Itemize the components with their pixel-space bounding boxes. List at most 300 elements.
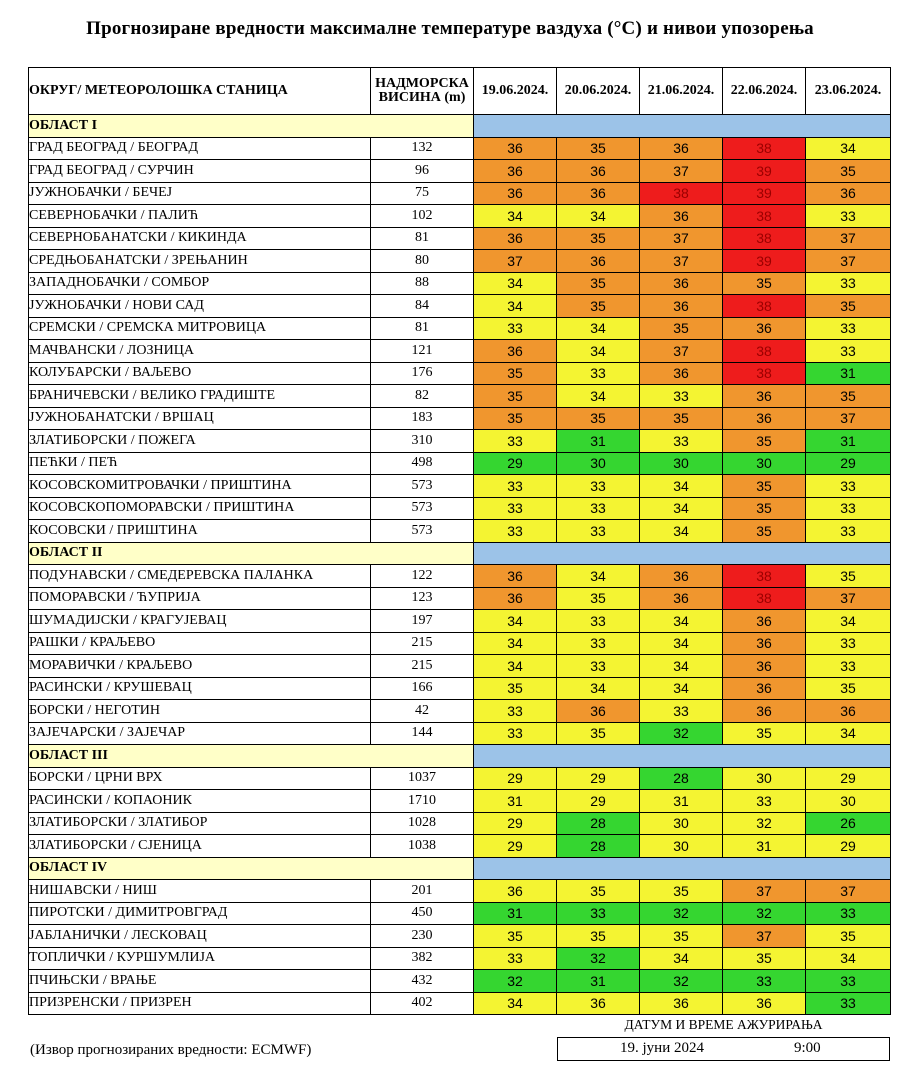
station-altitude: 183	[371, 407, 474, 430]
region-row	[29, 542, 891, 565]
temperature-cell: 35	[640, 925, 723, 948]
region-band	[474, 542, 891, 565]
station-column-header: ОКРУГ/ МЕТЕОРОЛОШКА СТАНИЦА	[29, 68, 371, 115]
temperature-cell: 34	[474, 205, 557, 228]
temperature-cell: 36	[474, 182, 557, 205]
date-column-header: 21.06.2024.	[640, 68, 723, 115]
temperature-cell: 37	[640, 227, 723, 250]
table-row	[29, 947, 891, 970]
station-altitude: 80	[371, 250, 474, 273]
temperature-cell: 36	[723, 632, 806, 655]
temperature-cell: 34	[474, 655, 557, 678]
table-row	[29, 295, 891, 318]
table-row	[29, 565, 891, 588]
temperature-cell: 36	[723, 992, 806, 1015]
temperature-cell: 34	[557, 317, 640, 340]
temperature-cell: 35	[474, 362, 557, 385]
temperature-cell: 29	[557, 790, 640, 813]
temperature-cell: 33	[557, 362, 640, 385]
temperature-cell: 33	[557, 475, 640, 498]
table-row	[29, 992, 891, 1015]
temperature-cell: 29	[474, 835, 557, 858]
station-name: ЗЛАТИБОРСКИ / СЈЕНИЦА	[29, 835, 371, 858]
temperature-cell: 38	[723, 227, 806, 250]
table-row	[29, 722, 891, 745]
temperature-cell: 38	[723, 137, 806, 160]
station-name: КОСОВСКОМИТРОВАЧКИ / ПРИШТИНА	[29, 475, 371, 498]
temperature-cell: 34	[640, 497, 723, 520]
temperature-cell: 36	[474, 565, 557, 588]
station-name: ПЧИЊСКИ / ВРАЊЕ	[29, 970, 371, 993]
table-row	[29, 272, 891, 295]
temperature-cell: 28	[640, 767, 723, 790]
temperature-cell: 36	[640, 205, 723, 228]
table-row	[29, 655, 891, 678]
forecast-table	[28, 67, 891, 1015]
table-row	[29, 812, 891, 835]
station-name: ТОПЛИЧКИ / КУРШУМЛИЈА	[29, 947, 371, 970]
temperature-cell: 35	[557, 407, 640, 430]
temperature-cell: 33	[557, 520, 640, 543]
temperature-cell: 29	[474, 767, 557, 790]
temperature-cell: 33	[557, 497, 640, 520]
station-altitude: 573	[371, 520, 474, 543]
station-name: ГРАД БЕОГРАД / БЕОГРАД	[29, 137, 371, 160]
table-row	[29, 137, 891, 160]
station-altitude: 498	[371, 452, 474, 475]
station-altitude: 573	[371, 497, 474, 520]
temperature-cell: 30	[557, 452, 640, 475]
table-header-row	[29, 68, 891, 115]
station-name: МАЧВАНСКИ / ЛОЗНИЦА	[29, 340, 371, 363]
temperature-cell: 33	[806, 992, 891, 1015]
temperature-cell: 34	[640, 610, 723, 633]
temperature-cell: 37	[723, 925, 806, 948]
temperature-cell: 34	[640, 655, 723, 678]
temperature-cell: 33	[806, 970, 891, 993]
temperature-cell: 35	[557, 227, 640, 250]
temperature-cell: 34	[640, 677, 723, 700]
temperature-cell: 30	[640, 452, 723, 475]
temperature-cell: 35	[806, 295, 891, 318]
table-row	[29, 835, 891, 858]
station-name: ЈУЖНОБАНАТСКИ / ВРШАЦ	[29, 407, 371, 430]
table-row	[29, 587, 891, 610]
table-row	[29, 700, 891, 723]
temperature-cell: 29	[557, 767, 640, 790]
table-row	[29, 385, 891, 408]
temperature-cell: 37	[474, 250, 557, 273]
temperature-cell: 36	[723, 317, 806, 340]
station-altitude: 96	[371, 160, 474, 183]
temperature-cell: 36	[723, 700, 806, 723]
temperature-cell: 35	[806, 565, 891, 588]
station-altitude: 215	[371, 655, 474, 678]
station-altitude: 432	[371, 970, 474, 993]
temperature-cell: 34	[640, 632, 723, 655]
temperature-cell: 35	[806, 677, 891, 700]
station-name: ПРИЗРЕНСКИ / ПРИЗРЕН	[29, 992, 371, 1015]
table-row	[29, 452, 891, 475]
temperature-cell: 33	[806, 632, 891, 655]
region-label: ОБЛАСТ II	[29, 542, 474, 565]
temperature-cell: 36	[474, 227, 557, 250]
station-name: ГРАД БЕОГРАД / СУРЧИН	[29, 160, 371, 183]
temperature-cell: 33	[640, 385, 723, 408]
table-row	[29, 475, 891, 498]
station-name: ЈУЖНОБАЧКИ / БЕЧЕЈ	[29, 182, 371, 205]
page-title: Прогнозиране вредности максималне температуре ваздуха (°C) и нивои упозорења	[86, 18, 814, 39]
temperature-cell: 34	[640, 520, 723, 543]
station-altitude: 81	[371, 227, 474, 250]
temperature-cell: 29	[474, 452, 557, 475]
station-altitude: 573	[371, 475, 474, 498]
temperature-cell: 33	[806, 317, 891, 340]
temperature-cell: 36	[557, 250, 640, 273]
temperature-cell: 35	[723, 520, 806, 543]
temperature-cell: 34	[474, 295, 557, 318]
station-name: КОЛУБАРСКИ / ВАЉЕВО	[29, 362, 371, 385]
temperature-cell: 36	[474, 880, 557, 903]
temperature-cell: 35	[723, 497, 806, 520]
table-row	[29, 790, 891, 813]
temperature-cell: 35	[557, 925, 640, 948]
station-altitude: 121	[371, 340, 474, 363]
temperature-cell: 37	[640, 160, 723, 183]
temperature-cell: 35	[806, 385, 891, 408]
temperature-cell: 32	[474, 970, 557, 993]
temperature-cell: 34	[557, 205, 640, 228]
temperature-cell: 35	[723, 272, 806, 295]
temperature-cell: 37	[806, 250, 891, 273]
temperature-cell: 31	[806, 362, 891, 385]
temperature-cell: 38	[723, 565, 806, 588]
table-row	[29, 182, 891, 205]
temperature-cell: 34	[806, 137, 891, 160]
station-altitude: 132	[371, 137, 474, 160]
temperature-cell: 37	[806, 407, 891, 430]
station-altitude: 144	[371, 722, 474, 745]
temperature-cell: 33	[723, 970, 806, 993]
temperature-cell: 32	[723, 812, 806, 835]
station-altitude: 450	[371, 902, 474, 925]
station-altitude: 75	[371, 182, 474, 205]
temperature-cell: 34	[474, 272, 557, 295]
station-name: РАСИНСКИ / КРУШЕВАЦ	[29, 677, 371, 700]
temperature-cell: 31	[640, 790, 723, 813]
temperature-cell: 35	[723, 947, 806, 970]
temperature-cell: 35	[723, 722, 806, 745]
temperature-cell: 34	[640, 475, 723, 498]
temperature-cell: 36	[723, 610, 806, 633]
temperature-cell: 36	[474, 340, 557, 363]
update-time: 9:00	[794, 1040, 821, 1056]
temperature-cell: 32	[640, 902, 723, 925]
temperature-cell: 36	[640, 992, 723, 1015]
region-label: ОБЛАСТ III	[29, 745, 474, 768]
station-name: НИШАВСКИ / НИШ	[29, 880, 371, 903]
station-altitude: 382	[371, 947, 474, 970]
temperature-cell: 36	[723, 407, 806, 430]
table-row	[29, 632, 891, 655]
temperature-cell: 32	[557, 947, 640, 970]
temperature-cell: 34	[806, 722, 891, 745]
temperature-cell: 33	[640, 430, 723, 453]
station-altitude: 310	[371, 430, 474, 453]
temperature-cell: 26	[806, 812, 891, 835]
temperature-cell: 37	[640, 250, 723, 273]
temperature-cell: 30	[640, 812, 723, 835]
table-row	[29, 250, 891, 273]
station-name: ПОМОРАВСКИ / ЋУПРИЈА	[29, 587, 371, 610]
temperature-cell: 33	[806, 497, 891, 520]
region-label: ОБЛАСТ IV	[29, 857, 474, 880]
temperature-cell: 35	[557, 137, 640, 160]
table-row	[29, 205, 891, 228]
station-name: ЗЛАТИБОРСКИ / ПОЖЕГА	[29, 430, 371, 453]
altitude-header-line1: НАДМОРСКА	[375, 76, 469, 91]
temperature-cell: 36	[640, 137, 723, 160]
table-row	[29, 970, 891, 993]
region-band	[474, 745, 891, 768]
temperature-cell: 38	[723, 295, 806, 318]
temperature-cell: 33	[557, 632, 640, 655]
temperature-cell: 35	[557, 272, 640, 295]
table-row	[29, 407, 891, 430]
station-name: ЗАЈЕЧАРСКИ / ЗАЈЕЧАР	[29, 722, 371, 745]
table-row	[29, 767, 891, 790]
table-body	[29, 115, 891, 1015]
temperature-cell: 33	[474, 475, 557, 498]
table-row	[29, 925, 891, 948]
temperature-cell: 33	[806, 272, 891, 295]
update-box	[557, 1037, 890, 1061]
temperature-cell: 28	[557, 835, 640, 858]
temperature-cell: 33	[806, 655, 891, 678]
temperature-cell: 35	[474, 925, 557, 948]
temperature-cell: 32	[640, 970, 723, 993]
temperature-cell: 34	[557, 677, 640, 700]
temperature-cell: 33	[806, 475, 891, 498]
temperature-cell: 30	[723, 452, 806, 475]
station-name: КОСОВСКИ / ПРИШТИНА	[29, 520, 371, 543]
station-name: ПОДУНАВСКИ / СМЕДЕРЕВСКА ПАЛАНКА	[29, 565, 371, 588]
temperature-cell: 30	[640, 835, 723, 858]
temperature-cell: 29	[474, 812, 557, 835]
date-column-header: 23.06.2024.	[806, 68, 891, 115]
temperature-cell: 31	[557, 970, 640, 993]
temperature-cell: 33	[557, 610, 640, 633]
temperature-cell: 36	[474, 137, 557, 160]
station-name: КОСОВСКОПОМОРАВСКИ / ПРИШТИНА	[29, 497, 371, 520]
region-band	[474, 857, 891, 880]
temperature-cell: 35	[474, 407, 557, 430]
station-name: БРАНИЧЕВСКИ / ВЕЛИКО ГРАДИШТЕ	[29, 385, 371, 408]
station-name: МОРАВИЧКИ / КРАЉЕВО	[29, 655, 371, 678]
temperature-cell: 31	[723, 835, 806, 858]
table-row	[29, 520, 891, 543]
table-row	[29, 902, 891, 925]
temperature-cell: 33	[806, 902, 891, 925]
station-altitude: 176	[371, 362, 474, 385]
temperature-cell: 29	[806, 835, 891, 858]
station-name: СРЕДЊОБАНАТСКИ / ЗРЕЊАНИН	[29, 250, 371, 273]
station-altitude: 1037	[371, 767, 474, 790]
station-name: ШУМАДИЈСКИ / КРАГУЈЕВАЦ	[29, 610, 371, 633]
station-altitude: 166	[371, 677, 474, 700]
temperature-cell: 31	[474, 790, 557, 813]
temperature-cell: 34	[557, 565, 640, 588]
temperature-cell: 35	[806, 160, 891, 183]
station-name: СЕВЕРНОБАЧКИ / ПАЛИЋ	[29, 205, 371, 228]
temperature-cell: 31	[806, 430, 891, 453]
temperature-cell: 33	[723, 790, 806, 813]
temperature-cell: 35	[640, 880, 723, 903]
temperature-cell: 36	[640, 587, 723, 610]
temperature-cell: 36	[723, 677, 806, 700]
temperature-cell: 31	[474, 902, 557, 925]
temperature-cell: 36	[806, 182, 891, 205]
region-row	[29, 857, 891, 880]
station-altitude: 215	[371, 632, 474, 655]
station-altitude: 84	[371, 295, 474, 318]
update-date: 19. јуни 2024	[620, 1040, 704, 1056]
temperature-cell: 34	[806, 947, 891, 970]
table-row	[29, 317, 891, 340]
station-name: ПИРОТСКИ / ДИМИТРОВГРАД	[29, 902, 371, 925]
station-altitude: 122	[371, 565, 474, 588]
table-row	[29, 362, 891, 385]
temperature-cell: 34	[557, 385, 640, 408]
station-altitude: 197	[371, 610, 474, 633]
temperature-cell: 37	[806, 587, 891, 610]
station-name: РАШКИ / КРАЉЕВО	[29, 632, 371, 655]
station-altitude: 201	[371, 880, 474, 903]
region-row	[29, 745, 891, 768]
temperature-cell: 35	[557, 295, 640, 318]
temperature-cell: 35	[640, 317, 723, 340]
date-column-header: 22.06.2024.	[723, 68, 806, 115]
temperature-cell: 35	[557, 722, 640, 745]
temperature-cell: 34	[806, 610, 891, 633]
station-altitude: 1028	[371, 812, 474, 835]
table-row	[29, 880, 891, 903]
temperature-cell: 34	[474, 632, 557, 655]
temperature-cell: 29	[806, 452, 891, 475]
temperature-cell: 36	[723, 385, 806, 408]
temperature-cell: 35	[557, 880, 640, 903]
table-row	[29, 430, 891, 453]
station-name: ЈУЖНОБАЧКИ / НОВИ САД	[29, 295, 371, 318]
temperature-cell: 34	[640, 947, 723, 970]
temperature-cell: 36	[806, 700, 891, 723]
temperature-cell: 33	[474, 520, 557, 543]
temperature-cell: 33	[474, 430, 557, 453]
temperature-cell: 35	[557, 587, 640, 610]
station-altitude: 88	[371, 272, 474, 295]
temperature-cell: 36	[640, 362, 723, 385]
temperature-cell: 34	[474, 992, 557, 1015]
temperature-cell: 35	[723, 430, 806, 453]
temperature-cell: 36	[557, 160, 640, 183]
temperature-cell: 36	[557, 700, 640, 723]
table-row	[29, 160, 891, 183]
temperature-cell: 35	[640, 407, 723, 430]
temperature-cell: 33	[474, 700, 557, 723]
table-row	[29, 610, 891, 633]
table-row	[29, 227, 891, 250]
station-name: СРЕМСКИ / СРЕМСКА МИТРОВИЦА	[29, 317, 371, 340]
station-altitude: 102	[371, 205, 474, 228]
temperature-cell: 30	[806, 790, 891, 813]
temperature-cell: 30	[723, 767, 806, 790]
temperature-cell: 39	[723, 250, 806, 273]
temperature-cell: 33	[806, 205, 891, 228]
temperature-cell: 28	[557, 812, 640, 835]
temperature-cell: 37	[806, 227, 891, 250]
temperature-cell: 36	[640, 565, 723, 588]
station-name: СЕВЕРНОБАНАТСКИ / КИКИНДА	[29, 227, 371, 250]
temperature-cell: 35	[474, 677, 557, 700]
temperature-cell: 31	[557, 430, 640, 453]
temperature-cell: 35	[806, 925, 891, 948]
temperature-cell: 33	[474, 722, 557, 745]
temperature-cell: 38	[723, 340, 806, 363]
station-altitude: 81	[371, 317, 474, 340]
station-altitude: 402	[371, 992, 474, 1015]
temperature-cell: 33	[557, 902, 640, 925]
table-row	[29, 497, 891, 520]
temperature-cell: 35	[474, 385, 557, 408]
temperature-cell: 36	[557, 992, 640, 1015]
table-row	[29, 340, 891, 363]
temperature-cell: 32	[640, 722, 723, 745]
station-name: ПЕЋКИ / ПЕЋ	[29, 452, 371, 475]
temperature-cell: 38	[640, 182, 723, 205]
source-note: (Извор прогнозираних вредности: ECMWF)	[30, 1042, 312, 1058]
temperature-cell: 35	[723, 475, 806, 498]
temperature-cell: 36	[723, 655, 806, 678]
station-altitude: 1710	[371, 790, 474, 813]
temperature-cell: 36	[640, 295, 723, 318]
station-name: БОРСКИ / ЦРНИ ВРХ	[29, 767, 371, 790]
temperature-cell: 33	[474, 317, 557, 340]
temperature-cell: 33	[806, 520, 891, 543]
station-name: ЈАБЛАНИЧКИ / ЛЕСКОВАЦ	[29, 925, 371, 948]
station-name: ЗЛАТИБОРСКИ / ЗЛАТИБОР	[29, 812, 371, 835]
station-altitude: 42	[371, 700, 474, 723]
temperature-cell: 36	[640, 272, 723, 295]
temperature-cell: 37	[723, 880, 806, 903]
region-row	[29, 115, 891, 138]
temperature-cell: 36	[474, 160, 557, 183]
temperature-cell: 33	[806, 340, 891, 363]
temperature-cell: 38	[723, 362, 806, 385]
temperature-cell: 39	[723, 160, 806, 183]
station-name: РАСИНСКИ / КОПАОНИК	[29, 790, 371, 813]
update-label: ДАТУМ И ВРЕМЕ АЖУРИРАЊА	[624, 1017, 823, 1032]
station-altitude: 82	[371, 385, 474, 408]
temperature-cell: 37	[806, 880, 891, 903]
temperature-cell: 36	[474, 587, 557, 610]
temperature-cell: 38	[723, 205, 806, 228]
temperature-cell: 34	[474, 610, 557, 633]
temperature-cell: 33	[474, 497, 557, 520]
station-altitude: 1038	[371, 835, 474, 858]
temperature-cell: 39	[723, 182, 806, 205]
temperature-cell: 34	[557, 340, 640, 363]
temperature-cell: 29	[806, 767, 891, 790]
